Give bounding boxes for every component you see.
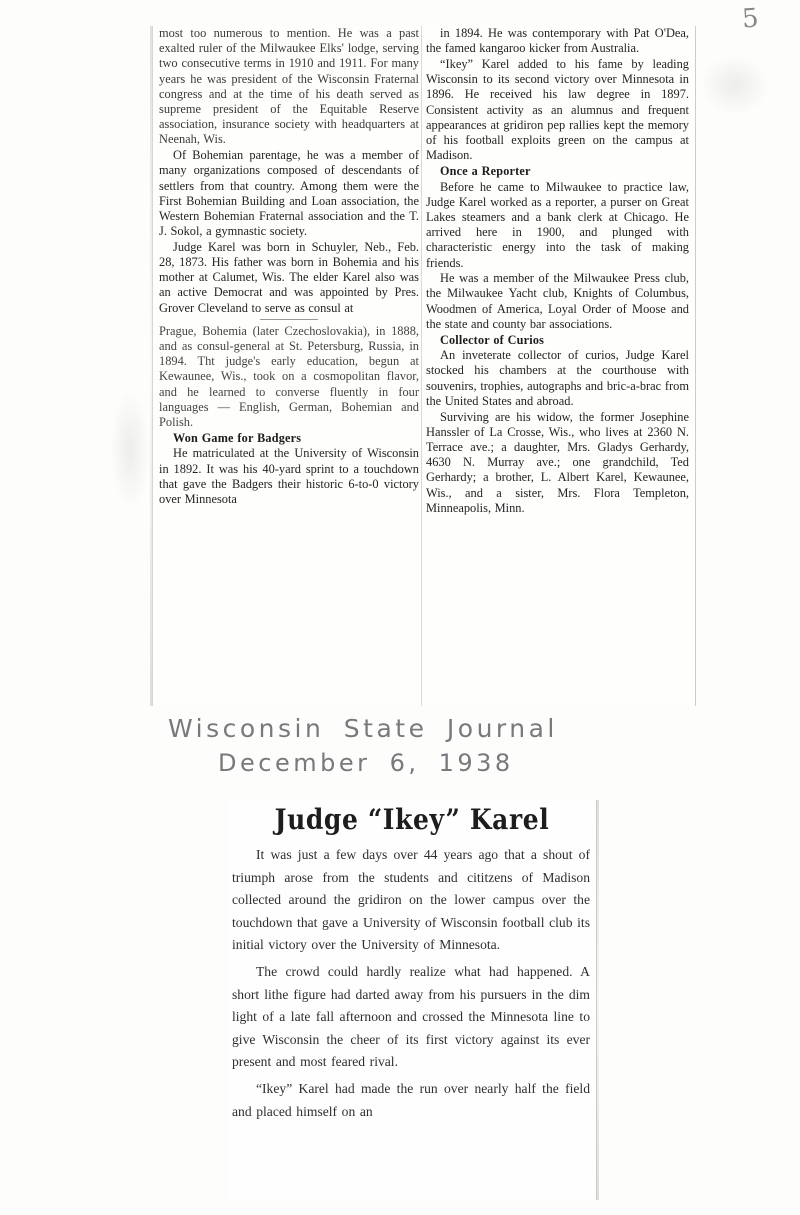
- scan-smudge: [700, 55, 770, 115]
- article-headline: Judge “Ikey” Karel: [274, 803, 550, 836]
- paragraph: Surviving are his widow, the former Josephine Hanssler of La Crosse, Wis., who lives at 2360 N. Terrace ave.; a daughter, Mrs. Gladys Gerhardy, 4630 N. Murray ave.; one grandchild, Ted Gerhardy; a brother, L. Albert Karel, Kewaunee, Wis., and a sister, Mrs. Flora Templeton, Minneapolis, Minn.: [426, 409, 689, 515]
- handwritten-publication-name: Wisconsin State Journal: [168, 714, 558, 743]
- newspaper-clipping-lower: [228, 800, 597, 1200]
- paragraph: “Ikey” Karel had made the run over nearly half the field and placed himself on an: [232, 1080, 590, 1119]
- handwritten-page-number: 5: [740, 3, 760, 35]
- handwritten-source-note: [160, 714, 720, 778]
- paragraph: The crowd could hardly realize what had happened. A short lithe figure had darted away from his pursuers in the dim light of a late fall afternoon and crossed the Minnesota line to give Wisconsin the cheer of its first victory against its ever present and most feared rival.: [232, 963, 590, 1070]
- newspaper-clipping-upper: [152, 26, 696, 706]
- section-subhead-won-game-for-badgers: Won Game for Badgers: [173, 430, 302, 445]
- paragraph: “Ikey” Karel added to his fame by leading Wisconsin to its second victory over Minnesota in 1896. He received his law degree in 1897. Consistent activity as an alumnus and frequent appearances at gridiron pep rallies kept the memory of his football exploits green on the campus at Madison.: [426, 56, 689, 163]
- paragraph: Judge Karel was born in Schuyler, Neb., Feb. 28, 1873. His father was born in Bohemia and his mother at Calumet, Wis. The elder Karel also was an active Democrat and was appointed by Pres. Grover Cleveland to serve as consul at: [159, 239, 419, 315]
- article-body-lower: [228, 844, 596, 1123]
- scan-smudge: [110, 390, 150, 510]
- section-subhead-collector-of-curios: Collector of Curios: [440, 332, 545, 347]
- article-column-left: [153, 26, 421, 706]
- paragraph: Prague, Bohemia (later Czechoslovakia), in 1888, and as consul-general at St. Petersburg, Russia, in 1894. Tht judge's early education, begun at Kewaunee, Wis., took on a cosmopolitan flavor, and he learned to converse fluently in four languages — English, German, Bohemian and Polish.: [159, 323, 419, 430]
- handwritten-publication-date: December 6, 1938: [218, 749, 514, 777]
- paragraph: He matriculated at the University of Wisconsin in 1892. It was his 40-yard sprint to a touchdown that gave the Badgers their historic 6-to-0 victory over Minnesota: [159, 446, 419, 507]
- paragraph: He was a member of the Milwaukee Press club, the Milwaukee Yacht club, Knights of Columbus, Woodmen of America, Loyal Order of Moose and the state and county bar associations.: [426, 271, 689, 331]
- paragraph: An inveterate collector of curios, Judge Karel stocked his chambers at the courthouse with souvenirs, trophies, autographs and bric-a-brac from the United States and abroad.: [426, 348, 689, 408]
- section-subhead-once-a-reporter: Once a Reporter: [440, 163, 531, 178]
- paragraph: Before he came to Milwaukee to practice law, Judge Karel worked as a reporter, a purser on Great Lakes steamers and a bank clerk at Chicago. He arrived here in 1900, and plunged with characteristic energy into the task of making friends.: [426, 179, 689, 270]
- paragraph: It was just a few days over 44 years ago that a shout of triumph arose from the students and cititzens of Madison collected around the gridiron on the lower campus over the touchdown that gave a University of Wisconsin football club its initial victory over the University of Minnesota.: [232, 847, 590, 953]
- paragraph: most too numerous to mention. He was a past exalted ruler of the Milwaukee Elks' lodge, serving two consecutive terms in 1910 and 1911. For many years he was president of the Wisconsin Fraternal congress and at the time of his death served as supreme president of the Equitable Reserve association, insurance society with headquarters at Neenah, Wis.: [159, 26, 419, 147]
- article-column-right: [421, 26, 695, 706]
- paragraph: Of Bohemian parentage, he was a member of many organizations composed of descendants of settlers from that country. Among them were the First Bohemian Building and Loan association, the Western Bohemian Fraternal association and the T. J. Sokol, a gymnastic society.: [159, 148, 419, 239]
- column-rule-divider: [260, 319, 318, 320]
- paragraph: in 1894. He was contemporary with Pat O'Dea, the famed kangaroo kicker from Australia.: [426, 26, 689, 56]
